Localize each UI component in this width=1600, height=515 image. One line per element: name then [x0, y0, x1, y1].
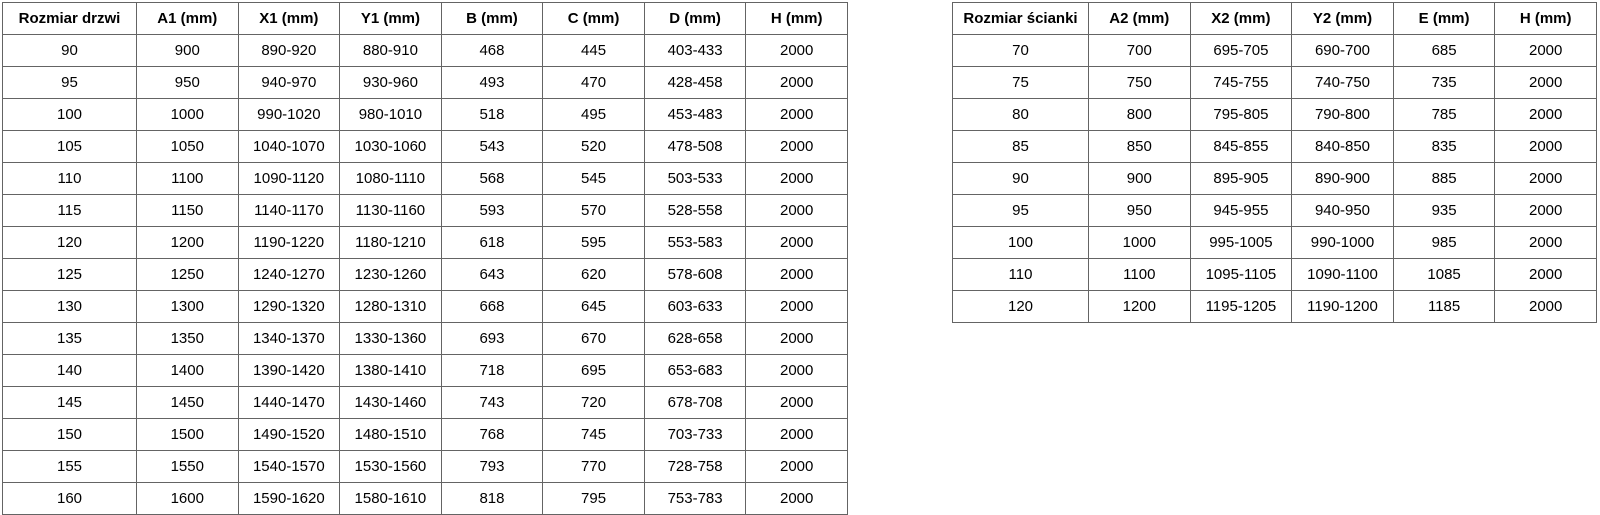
- table-row: [3, 67, 848, 99]
- column-header: A1 (mm): [137, 3, 239, 35]
- table-cell: 793: [441, 451, 543, 483]
- door-sizes-table-container: [2, 2, 848, 515]
- table-cell: 135: [3, 323, 137, 355]
- table-cell: 115: [3, 195, 137, 227]
- table-cell: 930-960: [340, 67, 442, 99]
- table-row: [3, 419, 848, 451]
- table-cell: 818: [441, 483, 543, 515]
- table-cell: 2000: [746, 259, 848, 291]
- column-header: Rozmiar ścianki: [953, 3, 1089, 35]
- table-row: [3, 227, 848, 259]
- table-cell: 495: [543, 99, 645, 131]
- column-header: H (mm): [1495, 3, 1597, 35]
- table-cell: 155: [3, 451, 137, 483]
- table-cell: 1580-1610: [340, 483, 442, 515]
- table-cell: 890-920: [238, 35, 340, 67]
- table-cell: 2000: [746, 99, 848, 131]
- table-cell: 745: [543, 419, 645, 451]
- table-cell: 2000: [746, 323, 848, 355]
- table-cell: 2000: [746, 67, 848, 99]
- table-cell: 2000: [746, 163, 848, 195]
- table-cell: 1000: [137, 99, 239, 131]
- table-row: [3, 291, 848, 323]
- table-cell: 85: [953, 131, 1089, 163]
- table-row: [3, 323, 848, 355]
- table-cell: 428-458: [644, 67, 746, 99]
- table-row: [953, 131, 1597, 163]
- table-cell: 795-805: [1190, 99, 1292, 131]
- table-cell: 745-755: [1190, 67, 1292, 99]
- table-cell: 1540-1570: [238, 451, 340, 483]
- door-sizes-table: [2, 2, 848, 515]
- table-row: [953, 259, 1597, 291]
- table-cell: 2000: [1495, 67, 1597, 99]
- table-cell: 2000: [746, 451, 848, 483]
- table-cell: 900: [1089, 163, 1191, 195]
- table-cell: 2000: [746, 195, 848, 227]
- table-cell: 990-1000: [1292, 227, 1394, 259]
- wall-sizes-table: [952, 2, 1597, 323]
- table-cell: 768: [441, 419, 543, 451]
- table-cell: 1200: [1089, 291, 1191, 323]
- table-cell: 2000: [746, 387, 848, 419]
- table-cell: 753-783: [644, 483, 746, 515]
- table-cell: 2000: [746, 291, 848, 323]
- table-cell: 1380-1410: [340, 355, 442, 387]
- table-cell: 840-850: [1292, 131, 1394, 163]
- table-cell: 1090-1100: [1292, 259, 1394, 291]
- table-cell: 980-1010: [340, 99, 442, 131]
- column-header: Y1 (mm): [340, 3, 442, 35]
- table-cell: 1450: [137, 387, 239, 419]
- table-cell: 995-1005: [1190, 227, 1292, 259]
- table-cell: 95: [953, 195, 1089, 227]
- table-cell: 90: [953, 163, 1089, 195]
- table-cell: 643: [441, 259, 543, 291]
- table-cell: 620: [543, 259, 645, 291]
- table-cell: 895-905: [1190, 163, 1292, 195]
- column-header: C (mm): [543, 3, 645, 35]
- table-row: [3, 483, 848, 515]
- table-cell: 478-508: [644, 131, 746, 163]
- table-cell: 1240-1270: [238, 259, 340, 291]
- table-cell: 1590-1620: [238, 483, 340, 515]
- table-cell: 990-1020: [238, 99, 340, 131]
- table-cell: 570: [543, 195, 645, 227]
- column-header: Rozmiar drzwi: [3, 3, 137, 35]
- table-cell: 493: [441, 67, 543, 99]
- table-row: [3, 163, 848, 195]
- table-cell: 1130-1160: [340, 195, 442, 227]
- table-cell: 1200: [137, 227, 239, 259]
- table-cell: 110: [953, 259, 1089, 291]
- table-cell: 718: [441, 355, 543, 387]
- table-row: [3, 99, 848, 131]
- table-cell: 70: [953, 35, 1089, 67]
- column-header: B (mm): [441, 3, 543, 35]
- table-cell: 160: [3, 483, 137, 515]
- table-cell: 703-733: [644, 419, 746, 451]
- table-cell: 120: [3, 227, 137, 259]
- table-cell: 945-955: [1190, 195, 1292, 227]
- table-cell: 2000: [1495, 131, 1597, 163]
- table-cell: 468: [441, 35, 543, 67]
- table-cell: 80: [953, 99, 1089, 131]
- wall-sizes-table-container: [952, 2, 1597, 323]
- table-cell: 1190-1200: [1292, 291, 1394, 323]
- table-cell: 670: [543, 323, 645, 355]
- table-cell: 900: [137, 35, 239, 67]
- table-row: [953, 195, 1597, 227]
- table-cell: 543: [441, 131, 543, 163]
- table-row: [953, 291, 1597, 323]
- table-cell: 105: [3, 131, 137, 163]
- table-cell: 90: [3, 35, 137, 67]
- table-cell: 120: [953, 291, 1089, 323]
- table-cell: 1095-1105: [1190, 259, 1292, 291]
- table-cell: 1100: [137, 163, 239, 195]
- table-row: [953, 67, 1597, 99]
- table-cell: 693: [441, 323, 543, 355]
- table-cell: 700: [1089, 35, 1191, 67]
- table-cell: 2000: [746, 419, 848, 451]
- table-cell: 568: [441, 163, 543, 195]
- column-header: X1 (mm): [238, 3, 340, 35]
- table-cell: 795: [543, 483, 645, 515]
- table-cell: 835: [1393, 131, 1495, 163]
- table-cell: 1330-1360: [340, 323, 442, 355]
- table-cell: 75: [953, 67, 1089, 99]
- table-cell: 453-483: [644, 99, 746, 131]
- table-cell: 2000: [1495, 195, 1597, 227]
- table-cell: 850: [1089, 131, 1191, 163]
- table-cell: 1390-1420: [238, 355, 340, 387]
- table-cell: 1185: [1393, 291, 1495, 323]
- table-cell: 100: [953, 227, 1089, 259]
- table-cell: 1180-1210: [340, 227, 442, 259]
- table-cell: 1050: [137, 131, 239, 163]
- table-row: [3, 131, 848, 163]
- table-cell: 885: [1393, 163, 1495, 195]
- table-cell: 950: [1089, 195, 1191, 227]
- table-cell: 130: [3, 291, 137, 323]
- table-row: [3, 355, 848, 387]
- table-cell: 2000: [746, 35, 848, 67]
- column-header: H (mm): [746, 3, 848, 35]
- table-cell: 470: [543, 67, 645, 99]
- table-cell: 445: [543, 35, 645, 67]
- table-cell: 593: [441, 195, 543, 227]
- table-cell: 1250: [137, 259, 239, 291]
- table-cell: 403-433: [644, 35, 746, 67]
- table-cell: 1480-1510: [340, 419, 442, 451]
- table-cell: 1350: [137, 323, 239, 355]
- table-cell: 1400: [137, 355, 239, 387]
- table-cell: 553-583: [644, 227, 746, 259]
- table-cell: 880-910: [340, 35, 442, 67]
- table-cell: 1150: [137, 195, 239, 227]
- column-header: Y2 (mm): [1292, 3, 1394, 35]
- table-cell: 145: [3, 387, 137, 419]
- table-cell: 2000: [1495, 291, 1597, 323]
- table-cell: 890-900: [1292, 163, 1394, 195]
- table-cell: 770: [543, 451, 645, 483]
- table-cell: 1000: [1089, 227, 1191, 259]
- table-cell: 1440-1470: [238, 387, 340, 419]
- table-cell: 1300: [137, 291, 239, 323]
- header-row: [953, 3, 1597, 35]
- table-cell: 785: [1393, 99, 1495, 131]
- table-cell: 845-855: [1190, 131, 1292, 163]
- table-cell: 2000: [746, 355, 848, 387]
- table-row: [953, 99, 1597, 131]
- table-cell: 1230-1260: [340, 259, 442, 291]
- table-cell: 1100: [1089, 259, 1191, 291]
- table-cell: 690-700: [1292, 35, 1394, 67]
- table-cell: 2000: [746, 227, 848, 259]
- table-cell: 1040-1070: [238, 131, 340, 163]
- table-cell: 1530-1560: [340, 451, 442, 483]
- table-cell: 110: [3, 163, 137, 195]
- table-cell: 985: [1393, 227, 1495, 259]
- header-row: [3, 3, 848, 35]
- table-row: [3, 35, 848, 67]
- table-cell: 685: [1393, 35, 1495, 67]
- table-cell: 150: [3, 419, 137, 451]
- table-cell: 528-558: [644, 195, 746, 227]
- table-cell: 518: [441, 99, 543, 131]
- table-cell: 2000: [1495, 163, 1597, 195]
- column-header: E (mm): [1393, 3, 1495, 35]
- table-cell: 935: [1393, 195, 1495, 227]
- table-cell: 95: [3, 67, 137, 99]
- column-header: A2 (mm): [1089, 3, 1191, 35]
- table-row: [3, 387, 848, 419]
- table-cell: 1550: [137, 451, 239, 483]
- table-row: [953, 163, 1597, 195]
- table-cell: 940-950: [1292, 195, 1394, 227]
- table-cell: 140: [3, 355, 137, 387]
- table-cell: 695-705: [1190, 35, 1292, 67]
- table-cell: 2000: [1495, 35, 1597, 67]
- table-cell: 645: [543, 291, 645, 323]
- table-cell: 545: [543, 163, 645, 195]
- table-cell: 695: [543, 355, 645, 387]
- table-cell: 1500: [137, 419, 239, 451]
- table-cell: 1190-1220: [238, 227, 340, 259]
- table-cell: 603-633: [644, 291, 746, 323]
- table-cell: 2000: [1495, 227, 1597, 259]
- table-cell: 728-758: [644, 451, 746, 483]
- table-cell: 1340-1370: [238, 323, 340, 355]
- table-cell: 940-970: [238, 67, 340, 99]
- column-header: X2 (mm): [1190, 3, 1292, 35]
- table-cell: 790-800: [1292, 99, 1394, 131]
- table-cell: 1080-1110: [340, 163, 442, 195]
- table-cell: 750: [1089, 67, 1191, 99]
- table-row: [953, 227, 1597, 259]
- column-header: D (mm): [644, 3, 746, 35]
- table-cell: 595: [543, 227, 645, 259]
- table-cell: 1030-1060: [340, 131, 442, 163]
- table-cell: 735: [1393, 67, 1495, 99]
- table-cell: 578-608: [644, 259, 746, 291]
- table-cell: 653-683: [644, 355, 746, 387]
- table-row: [3, 451, 848, 483]
- table-cell: 520: [543, 131, 645, 163]
- table-cell: 2000: [746, 131, 848, 163]
- table-row: [3, 195, 848, 227]
- table-row: [953, 35, 1597, 67]
- table-cell: 503-533: [644, 163, 746, 195]
- table-cell: 1085: [1393, 259, 1495, 291]
- table-cell: 1140-1170: [238, 195, 340, 227]
- table-cell: 2000: [1495, 259, 1597, 291]
- table-cell: 100: [3, 99, 137, 131]
- table-cell: 1290-1320: [238, 291, 340, 323]
- table-cell: 950: [137, 67, 239, 99]
- table-cell: 800: [1089, 99, 1191, 131]
- table-cell: 628-658: [644, 323, 746, 355]
- table-cell: 1600: [137, 483, 239, 515]
- table-cell: 743: [441, 387, 543, 419]
- table-cell: 1195-1205: [1190, 291, 1292, 323]
- table-cell: 720: [543, 387, 645, 419]
- table-row: [3, 259, 848, 291]
- table-cell: 1280-1310: [340, 291, 442, 323]
- table-cell: 1090-1120: [238, 163, 340, 195]
- table-cell: 2000: [746, 483, 848, 515]
- table-cell: 125: [3, 259, 137, 291]
- table-cell: 678-708: [644, 387, 746, 419]
- table-cell: 2000: [1495, 99, 1597, 131]
- table-cell: 1490-1520: [238, 419, 340, 451]
- table-cell: 618: [441, 227, 543, 259]
- table-cell: 740-750: [1292, 67, 1394, 99]
- table-cell: 668: [441, 291, 543, 323]
- table-cell: 1430-1460: [340, 387, 442, 419]
